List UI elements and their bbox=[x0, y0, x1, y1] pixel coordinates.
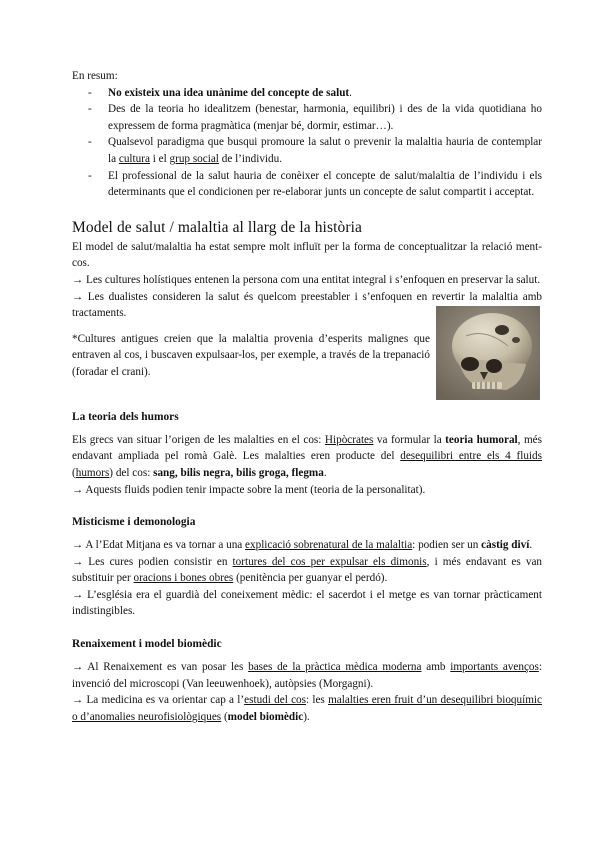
underlined-text: bases de la pràctica mèdica moderna bbox=[248, 661, 422, 674]
skull-illustration bbox=[436, 306, 540, 400]
text-span: , més endavant ampliada pel romà Galè. Les malalties eren producte del bbox=[72, 433, 542, 463]
text-span: i el bbox=[149, 152, 170, 165]
underlined-text: desequilibri entre els 4 fluids bbox=[400, 450, 542, 463]
bold-text: model biomèdic bbox=[227, 710, 304, 723]
skull-image bbox=[436, 306, 540, 400]
paragraph bbox=[72, 537, 542, 554]
paragraph: → Les dualistes consideren la salut és quelcom preestabler i s’enfoquen en revertir la malaltia amb tractaments. bbox=[72, 290, 542, 320]
paragraph: → Aquests fluids podien tenir impacte sobre la ment (teoria de la personalitat). bbox=[72, 483, 426, 496]
paragraph: → L’església era el guardià del coneixement mèdic: el sacerdot i el metge es van tornar pràcticament indistingibles. bbox=[72, 588, 542, 618]
text-span: . bbox=[323, 466, 327, 479]
text-span: → Les cures podien consistir en bbox=[72, 555, 233, 568]
underlined-text: oracions i bones obres bbox=[133, 572, 234, 585]
underlined-text: importants avenços bbox=[450, 661, 539, 674]
text-span: . bbox=[529, 539, 533, 552]
underlined-text: cultura bbox=[118, 152, 150, 165]
text-span: de l’individu. bbox=[218, 152, 282, 165]
section-heading: Model de salut / malaltia al llarg de la història bbox=[72, 218, 362, 236]
text-span: ) del cos: bbox=[109, 466, 154, 479]
section-heading: Misticisme i demonologia bbox=[72, 516, 196, 529]
section-heading: La teoria dels humors bbox=[72, 410, 179, 423]
text-span: ). bbox=[303, 710, 310, 723]
underlined-text: humors bbox=[75, 466, 110, 479]
text-span: . bbox=[349, 86, 352, 99]
paragraph: *Cultures antigues creien que la malaltia provenia d’esperits malignes que entraven al cos, i buscaven expulsaar-los, per exemple, a través de la trepanació (foradar el crani). bbox=[72, 332, 430, 378]
text-span: → La medicina es va orientar cap a l’ bbox=[72, 694, 245, 707]
paragraph: El model de salut/malaltia ha estat sempre molt influït per la forma de conceptualitzar la relació ment-cos. bbox=[72, 240, 542, 270]
list-item: - Des de la teoria ho idealitzem (benestar, harmonia, equilibri) i des de la vida quotidiana ho expressem de forma pragmàtica (menjar bé, dormir, estimar…). bbox=[108, 101, 542, 134]
text-span: , i més endavant es van substituir per bbox=[72, 555, 543, 585]
bold-text: sang, bilis negra, bilis groga, flegma bbox=[153, 466, 324, 479]
list-item: - El professional de la salut hauria de conèixer el concepte de salut/malaltia de l’individu i els determinants que el condicionen per re-elaborar junts un concepte de salut compartit i acceptat. bbox=[108, 168, 542, 201]
text-span: Els grecs van situar l’origen de les malalties en el cos: bbox=[72, 433, 325, 446]
text-span: ( bbox=[221, 710, 228, 723]
summary-list bbox=[72, 85, 542, 201]
underlined-text: malalties eren fruit d’un desequilibri bioquímic o d’anomalies neurofisiològiques bbox=[72, 694, 542, 723]
underlined-text: tortures del cos per expulsar els dimonis bbox=[232, 555, 427, 568]
paragraph bbox=[72, 692, 542, 725]
text-span: → Al Renaixement es van posar les bbox=[72, 661, 249, 674]
trepanation-block bbox=[72, 331, 542, 393]
text-span: ( bbox=[72, 466, 76, 479]
document-page bbox=[72, 68, 542, 725]
underlined-text: Hipòcrates bbox=[324, 433, 374, 446]
bold-text: càstig diví bbox=[481, 539, 530, 552]
bold-text: No existeix una idea unànime del concepte de salut bbox=[108, 86, 350, 99]
list-item bbox=[108, 85, 542, 102]
summary-intro: En resum: bbox=[72, 70, 118, 82]
underlined-text: grup social bbox=[169, 152, 219, 165]
text-span: Qualsevol paradigma que busqui promoure la salut o prevenir la malaltia hauria de contemplar la bbox=[108, 136, 542, 165]
text-span: : invenció del microscopi (Van leeuwenhoek), autòpsies (Morgagni). bbox=[72, 661, 542, 690]
paragraph bbox=[72, 659, 542, 692]
list-item bbox=[108, 134, 542, 167]
paragraph bbox=[72, 432, 542, 482]
section-heading: Renaixement i model biomèdic bbox=[72, 638, 222, 651]
text-span: : podien ser un bbox=[412, 539, 482, 552]
paragraph bbox=[72, 554, 542, 587]
bold-text: teoria humoral bbox=[445, 433, 518, 446]
text-span: (penitència per guanyar el perdó). bbox=[233, 572, 388, 585]
paragraph: → Les cultures holístiques entenen la persona com una entitat integral i s’enfoquen en preservar la salut. bbox=[72, 273, 541, 286]
text-span: va formular la bbox=[373, 433, 446, 446]
text-span: amb bbox=[421, 661, 451, 674]
underlined-text: explicació sobrenatural de la malaltia bbox=[245, 539, 413, 552]
text-span: : les bbox=[305, 694, 329, 707]
underlined-text: estudi del cos bbox=[244, 694, 306, 707]
text-span: → A l’Edat Mitjana es va tornar a una bbox=[72, 539, 246, 552]
